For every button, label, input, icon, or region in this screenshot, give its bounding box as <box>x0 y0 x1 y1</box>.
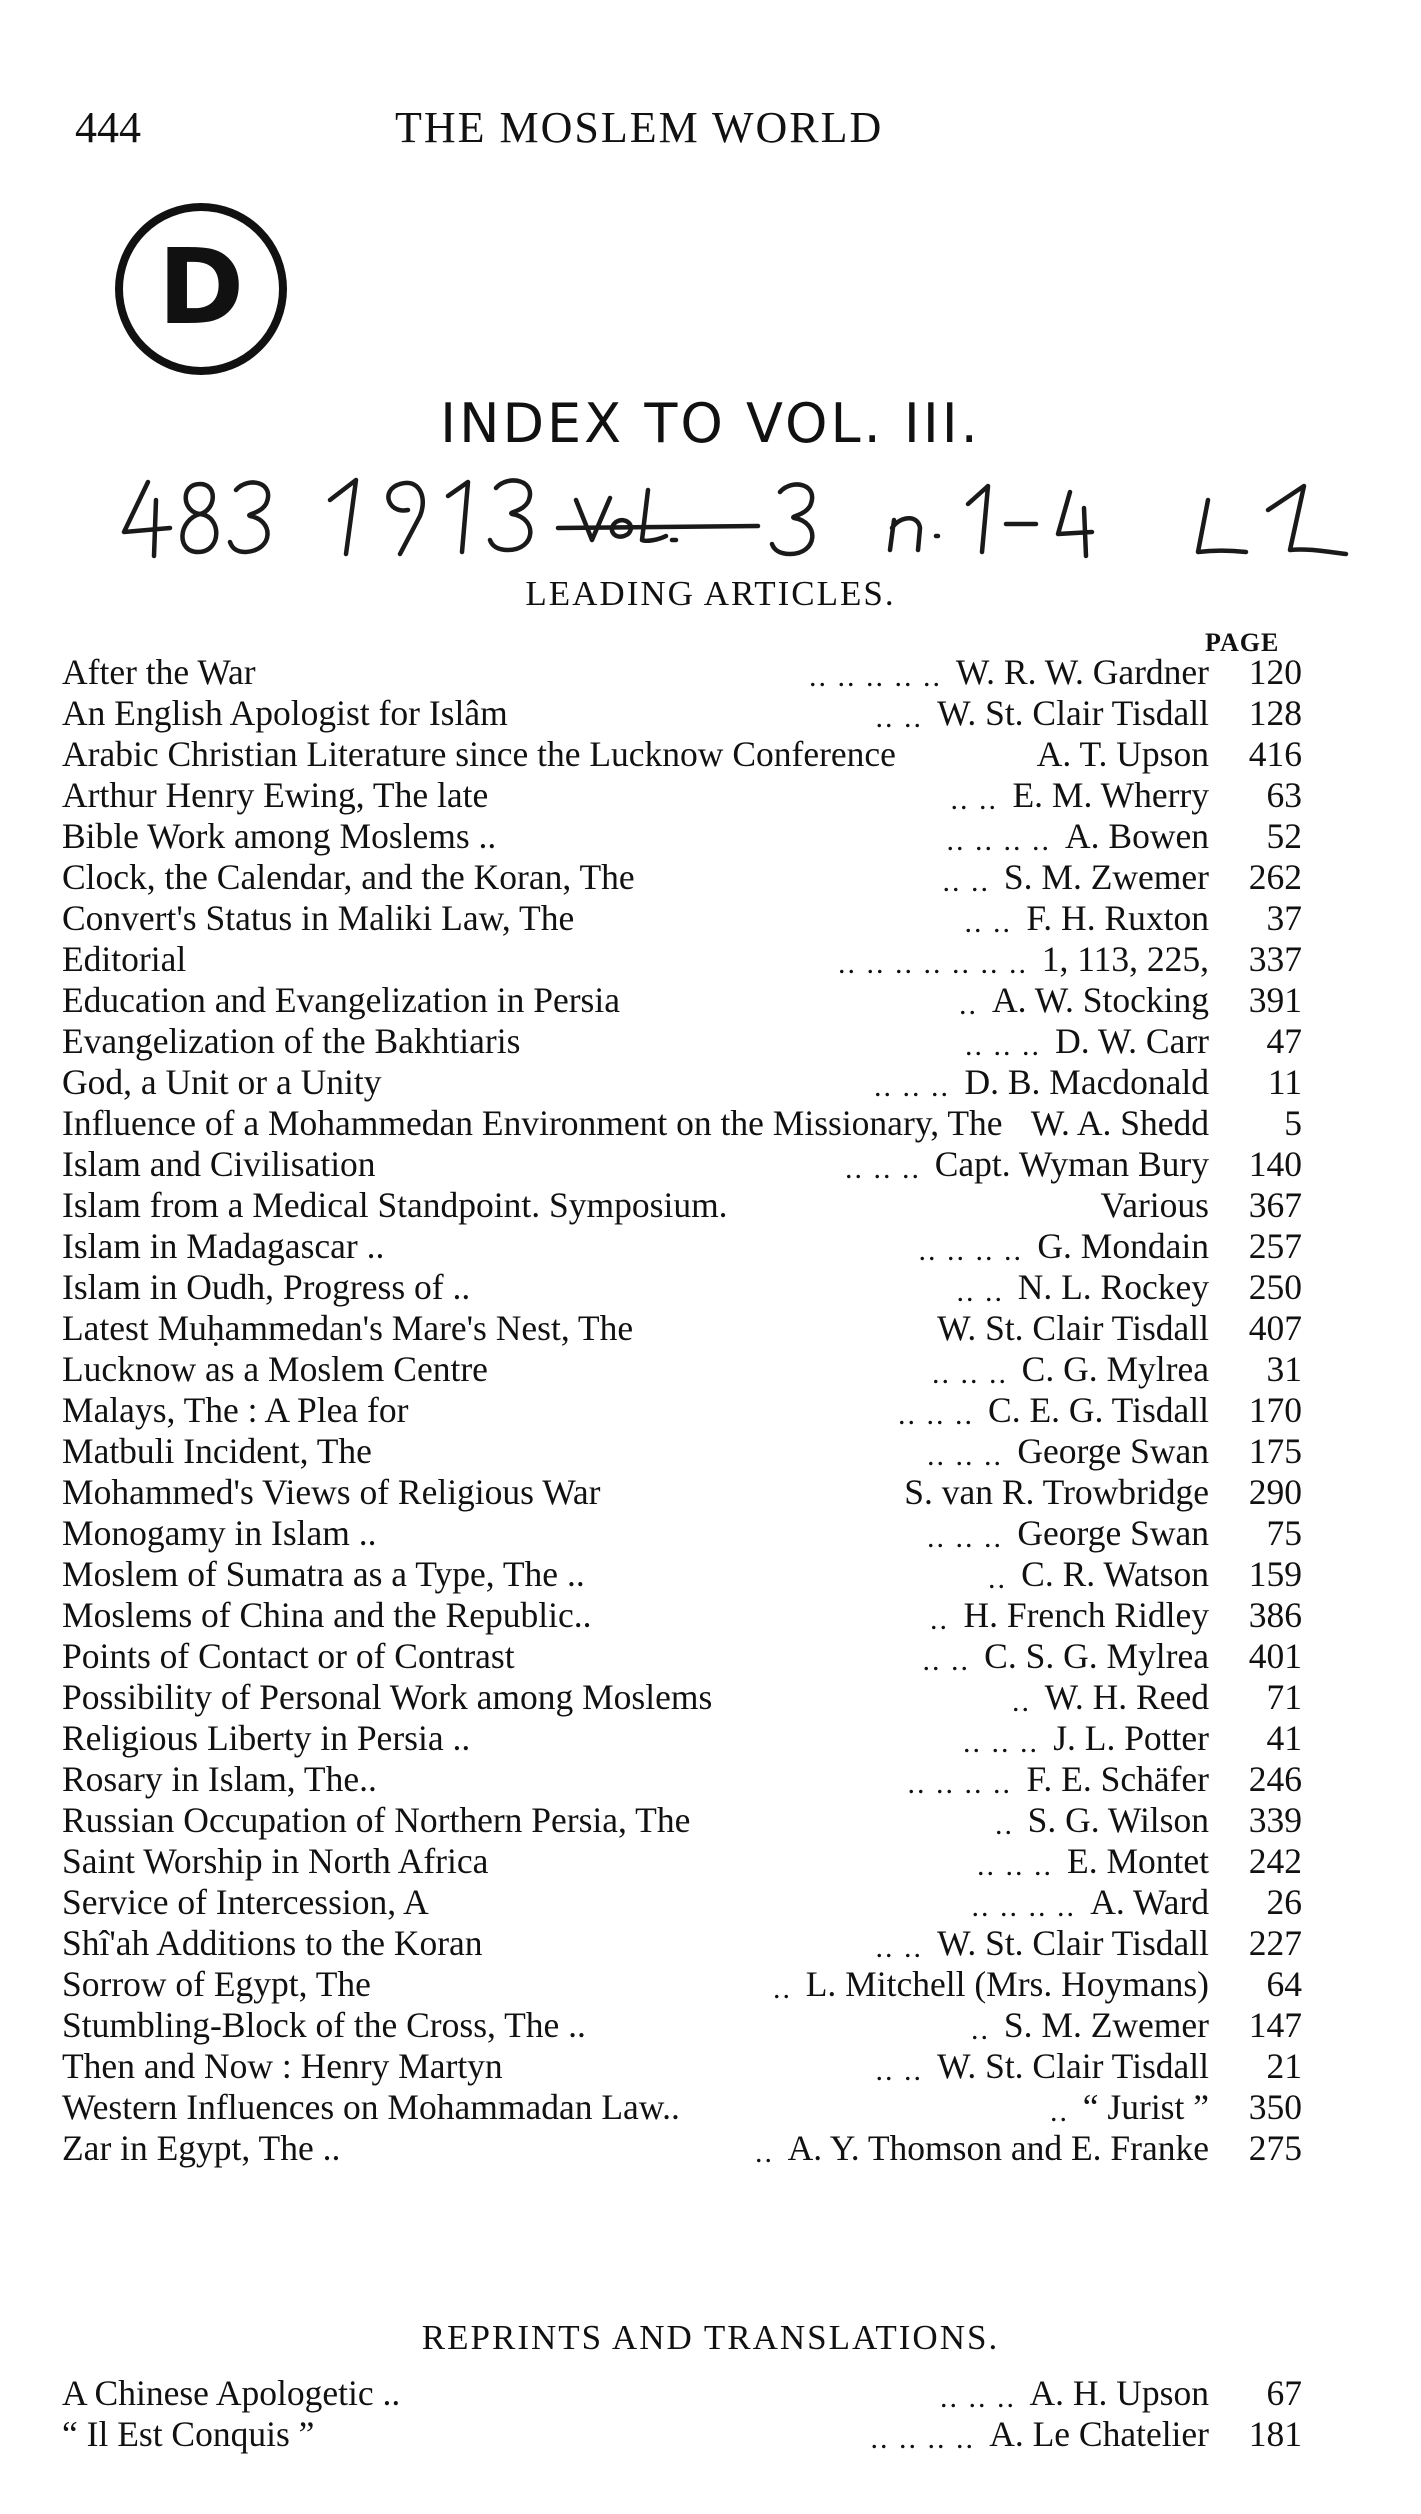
index-entry <box>62 898 1302 939</box>
leader-dots: .. .. .. <box>927 1439 1003 1472</box>
entry-page: 391 <box>1248 980 1302 1020</box>
entry-page: 47 <box>1266 1021 1302 1061</box>
entry-page: 290 <box>1248 1472 1302 1512</box>
entry-author: Capt. Wyman Bury <box>934 1144 1209 1184</box>
leader-dots <box>647 1312 923 1353</box>
index-entry <box>62 1677 1302 1718</box>
entry-title: Latest Muḥammedan's Mare's Nest, The <box>62 1308 634 1348</box>
leader-dots: .. .. .. <box>977 1849 1053 1882</box>
entry-author: D. B. Macdonald <box>964 1062 1209 1102</box>
entry-page: 407 <box>1248 1308 1302 1348</box>
entry-page: 175 <box>1248 1431 1302 1471</box>
index-entry <box>62 1800 1302 1841</box>
entry-title: Zar in Egypt, The .. <box>62 2128 341 2168</box>
entry-page: 128 <box>1248 693 1302 733</box>
leader-dots: .. .. <box>875 1931 923 1964</box>
entry-page: 367 <box>1248 1185 1302 1225</box>
leader-dots: .. .. .. .. <box>971 1890 1076 1923</box>
entry-title: Education and Evangelization in Persia <box>62 980 620 1020</box>
index-entry <box>62 2414 1302 2455</box>
entry-title: “ Il Est Conquis ” <box>62 2414 315 2454</box>
entry-author: 1, 113, 225, <box>1041 939 1209 979</box>
entry-page: 181 <box>1248 2414 1302 2454</box>
entry-author: S. M. Zwemer <box>1003 2005 1209 2045</box>
entry-author: C. R. Watson <box>1021 1554 1209 1594</box>
entry-page: 262 <box>1248 857 1302 897</box>
leader-dots: .. <box>971 2013 990 2046</box>
entry-title: Shî'ah Additions to the Koran <box>62 1923 483 1963</box>
entry-page: 41 <box>1266 1718 1302 1758</box>
entry-author: W. R. W. Gardner <box>955 652 1209 692</box>
entry-author: A. W. Stocking <box>992 980 1209 1020</box>
entry-page: 21 <box>1266 2046 1302 2086</box>
reprints-list <box>62 2373 1302 2455</box>
index-entry <box>62 1923 1302 1964</box>
index-entry <box>62 980 1302 1021</box>
index-entry <box>62 1267 1302 1308</box>
leader-dots: .. <box>1012 1685 1031 1718</box>
entry-page: 170 <box>1248 1390 1302 1430</box>
entry-title: Sorrow of Egypt, The <box>62 1964 371 2004</box>
index-entry <box>62 775 1302 816</box>
entry-title: Islam in Oudh, Progress of .. <box>62 1267 471 1307</box>
entry-title: Malays, The : A Plea for <box>62 1390 409 1430</box>
entry-page: 339 <box>1248 1800 1302 1840</box>
entry-page: 64 <box>1266 1964 1302 2004</box>
stamp-letter: D <box>157 226 245 348</box>
leader-dots: .. .. .. <box>927 1521 1003 1554</box>
leader-dots: .. <box>988 1562 1007 1595</box>
entry-title: Islam in Madagascar .. <box>62 1226 385 1266</box>
index-entry <box>62 1144 1302 1185</box>
entry-title: Islam and Civilisation <box>62 1144 376 1184</box>
index-entry <box>62 1472 1302 1513</box>
index-entry <box>62 2046 1302 2087</box>
entry-title: Matbuli Incident, The <box>62 1431 372 1471</box>
entry-author: W. St. Clair Tisdall <box>937 1308 1209 1348</box>
entry-author: J. L. Potter <box>1053 1718 1209 1758</box>
entry-author: A. T. Upson <box>1036 734 1209 774</box>
entry-page: 242 <box>1248 1841 1302 1881</box>
entry-page: 37 <box>1266 898 1302 938</box>
index-entry <box>62 1554 1302 1595</box>
entry-page: 52 <box>1266 816 1302 856</box>
page-number: 444 <box>75 103 141 152</box>
entry-author: S. van R. Trowbridge <box>904 1472 1209 1512</box>
leader-dots: .. .. <box>950 783 998 816</box>
entry-author: S. M. Zwemer <box>1003 857 1209 897</box>
entry-author: E. M. Wherry <box>1012 775 1209 815</box>
leader-dots: .. .. .. .. <box>946 824 1051 857</box>
entry-page: 31 <box>1266 1349 1302 1389</box>
index-entry <box>62 1390 1302 1431</box>
entry-author: F. E. Schäfer <box>1026 1759 1209 1799</box>
entry-author: W. A. Shedd <box>1030 1103 1209 1143</box>
leader-dots: .. .. <box>875 2054 923 2087</box>
index-entry <box>62 857 1302 898</box>
index-entry <box>62 816 1302 857</box>
entry-page: 147 <box>1248 2005 1302 2045</box>
index-entry <box>62 2128 1302 2169</box>
leader-dots: .. .. .. .. <box>870 2422 975 2455</box>
entry-page: 75 <box>1266 1513 1302 1553</box>
leader-dots: .. .. <box>956 1275 1004 1308</box>
entry-page: 63 <box>1266 775 1302 815</box>
entry-author: F. H. Ruxton <box>1026 898 1209 938</box>
entry-title: Stumbling-Block of the Cross, The .. <box>62 2005 586 2045</box>
entry-author: George Swan <box>1017 1513 1209 1553</box>
entry-title: Lucknow as a Moslem Centre <box>62 1349 488 1389</box>
leader-dots: .. .. <box>922 1644 970 1677</box>
leader-dots: .. <box>755 2136 774 2169</box>
entry-author: E. Montet <box>1067 1841 1209 1881</box>
leader-dots: .. .. .. <box>932 1357 1008 1390</box>
entry-author: George Swan <box>1017 1431 1209 1471</box>
leader-dots: .. .. .. .. .. .. .. <box>838 947 1028 980</box>
index-entry <box>62 1718 1302 1759</box>
index-entry <box>62 1513 1302 1554</box>
entry-author: W. H. Reed <box>1044 1677 1209 1717</box>
entry-author: H. French Ridley <box>963 1595 1209 1635</box>
entry-page: 120 <box>1248 652 1302 692</box>
entry-page: 250 <box>1248 1267 1302 1307</box>
index-entry <box>62 1185 1302 1226</box>
entry-title: Moslems of China and the Republic.. <box>62 1595 592 1635</box>
leader-dots: .. .. .. <box>965 1029 1041 1062</box>
leader-dots <box>742 1189 1087 1230</box>
index-entry <box>62 1964 1302 2005</box>
entry-page: 337 <box>1248 939 1302 979</box>
entry-title: An English Apologist for Islâm <box>62 693 508 733</box>
entry-title: Points of Contact or of Contrast <box>62 1636 515 1676</box>
entry-title: Rosary in Islam, The.. <box>62 1759 377 1799</box>
entry-page: 275 <box>1248 2128 1302 2168</box>
entry-page: 386 <box>1248 1595 1302 1635</box>
entry-author: A. H. Upson <box>1029 2373 1209 2413</box>
entry-author: A. Ward <box>1090 1882 1209 1922</box>
entry-title: Service of Intercession, A <box>62 1882 429 1922</box>
entry-title: God, a Unit or a Unity <box>62 1062 382 1102</box>
entry-title: Then and Now : Henry Martyn <box>62 2046 503 2086</box>
leader-dots: .. .. <box>942 865 990 898</box>
entry-title: Evangelization of the Bakhtiaris <box>62 1021 521 1061</box>
leader-dots: .. <box>959 988 978 1021</box>
handwritten-call-number <box>118 470 1398 565</box>
entry-author: C. E. G. Tisdall <box>988 1390 1209 1430</box>
entry-title: Arabic Christian Literature since the Lucknow Conference <box>62 734 896 774</box>
index-entry <box>62 1759 1302 1800</box>
entry-title: Arthur Henry Ewing, The late <box>62 775 489 815</box>
entry-author: G. Mondain <box>1037 1226 1209 1266</box>
entry-page: 246 <box>1248 1759 1302 1799</box>
entry-page: 5 <box>1284 1103 1302 1143</box>
library-stamp <box>112 200 290 378</box>
handwriting-drawing <box>118 470 1398 565</box>
entry-title: Bible Work among Moslems .. <box>62 816 497 856</box>
entry-title: Religious Liberty in Persia .. <box>62 1718 471 1758</box>
reprints-heading: REPRINTS AND TRANSLATIONS. <box>421 2318 1000 2357</box>
leader-dots: .. .. .. <box>898 1398 974 1431</box>
stamp-circle-icon <box>112 200 290 378</box>
leader-dots: .. .. .. .. <box>907 1767 1012 1800</box>
entry-author: “ Jurist ” <box>1082 2087 1209 2127</box>
index-entry <box>62 1062 1302 1103</box>
leader-dots: .. <box>1050 2095 1069 2128</box>
entry-page: 159 <box>1248 1554 1302 1594</box>
leader-dots: .. .. <box>875 701 923 734</box>
entry-page: 350 <box>1248 2087 1302 2127</box>
index-entry <box>62 693 1302 734</box>
entry-title: Mohammed's Views of Religious War <box>62 1472 601 1512</box>
leader-dots: .. .. .. <box>963 1726 1039 1759</box>
index-entry <box>62 1882 1302 1923</box>
entry-title: Convert's Status in Maliki Law, The <box>62 898 575 938</box>
entry-title: Moslem of Sumatra as a Type, The .. <box>62 1554 585 1594</box>
entry-title: Influence of a Mohammedan Environment on the Missionary, The <box>62 1103 1003 1143</box>
leader-dots: .. .. .. <box>874 1070 950 1103</box>
leader-dots: .. <box>995 1808 1014 1841</box>
index-entry <box>62 1636 1302 1677</box>
index-entry <box>62 2005 1302 2046</box>
leader-dots: .. <box>930 1603 949 1636</box>
leader-dots: .. .. .. .. .. <box>809 660 942 693</box>
entry-title: Islam from a Medical Standpoint. Symposium. <box>62 1185 728 1225</box>
entry-author: A. Bowen <box>1065 816 1209 856</box>
leader-dots: .. .. .. <box>940 2381 1016 2414</box>
entry-title: Saint Worship in North Africa <box>62 1841 489 1881</box>
index-entry <box>62 1226 1302 1267</box>
entry-page: 67 <box>1266 2373 1302 2413</box>
entry-title: Editorial <box>62 939 187 979</box>
entry-author: N. L. Rockey <box>1017 1267 1209 1307</box>
entry-author: W. St. Clair Tisdall <box>937 693 1209 733</box>
entry-author: Various <box>1100 1185 1209 1225</box>
leader-dots: .. .. .. <box>845 1152 921 1185</box>
entry-page: 11 <box>1267 1062 1302 1102</box>
index-entry <box>62 652 1302 693</box>
entry-page: 71 <box>1266 1677 1302 1717</box>
entry-author: W. St. Clair Tisdall <box>937 1923 1209 1963</box>
entry-author: C. G. Mylrea <box>1021 1349 1209 1389</box>
entry-page: 140 <box>1248 1144 1302 1184</box>
entry-author: C. S. G. Mylrea <box>984 1636 1209 1676</box>
entry-author: W. St. Clair Tisdall <box>937 2046 1209 2086</box>
leader-dots: .. .. <box>964 906 1012 939</box>
leader-dots: .. <box>773 1972 792 2005</box>
entry-title: Possibility of Personal Work among Moslems <box>62 1677 713 1717</box>
running-title: THE MOSLEM WORLD <box>395 103 884 152</box>
index-entry <box>62 1595 1302 1636</box>
index-title: INDEX TO VOL. III. <box>440 392 981 455</box>
entry-page: 401 <box>1248 1636 1302 1676</box>
index-entry <box>62 1431 1302 1472</box>
entry-title: Russian Occupation of Northern Persia, The <box>62 1800 691 1840</box>
entry-title: Clock, the Calendar, and the Koran, The <box>62 857 635 897</box>
entry-title: After the War <box>62 652 256 692</box>
page-column-heading: PAGE <box>1205 628 1280 657</box>
entry-title: Monogamy in Islam .. <box>62 1513 377 1553</box>
entry-title: Western Influences on Mohammadan Law.. <box>62 2087 680 2127</box>
entry-title: A Chinese Apologetic .. <box>62 2373 401 2413</box>
index-entry <box>62 2373 1302 2414</box>
index-entry <box>62 1841 1302 1882</box>
index-entry <box>62 734 1302 775</box>
entry-page: 257 <box>1248 1226 1302 1266</box>
leader-dots: .. .. .. .. <box>918 1234 1023 1267</box>
index-entry <box>62 939 1302 980</box>
entry-page: 227 <box>1248 1923 1302 1963</box>
index-entry <box>62 1103 1302 1144</box>
index-entry <box>62 1349 1302 1390</box>
leading-articles-list <box>62 652 1302 2169</box>
index-entry <box>62 2087 1302 2128</box>
entry-author: A. Y. Thomson and E. Franke <box>787 2128 1209 2168</box>
index-entry <box>62 1308 1302 1349</box>
entry-page: 416 <box>1248 734 1302 774</box>
leader-dots <box>614 1476 890 1517</box>
entry-page: 26 <box>1266 1882 1302 1922</box>
entry-author: L. Mitchell (Mrs. Hoymans) <box>805 1964 1209 2004</box>
leading-articles-heading: LEADING ARTICLES. <box>525 574 896 613</box>
entry-author: S. G. Wilson <box>1027 1800 1209 1840</box>
index-entry <box>62 1021 1302 1062</box>
entry-author: D. W. Carr <box>1055 1021 1209 1061</box>
entry-author: A. Le Chatelier <box>989 2414 1209 2454</box>
leader-dots <box>910 738 1023 779</box>
